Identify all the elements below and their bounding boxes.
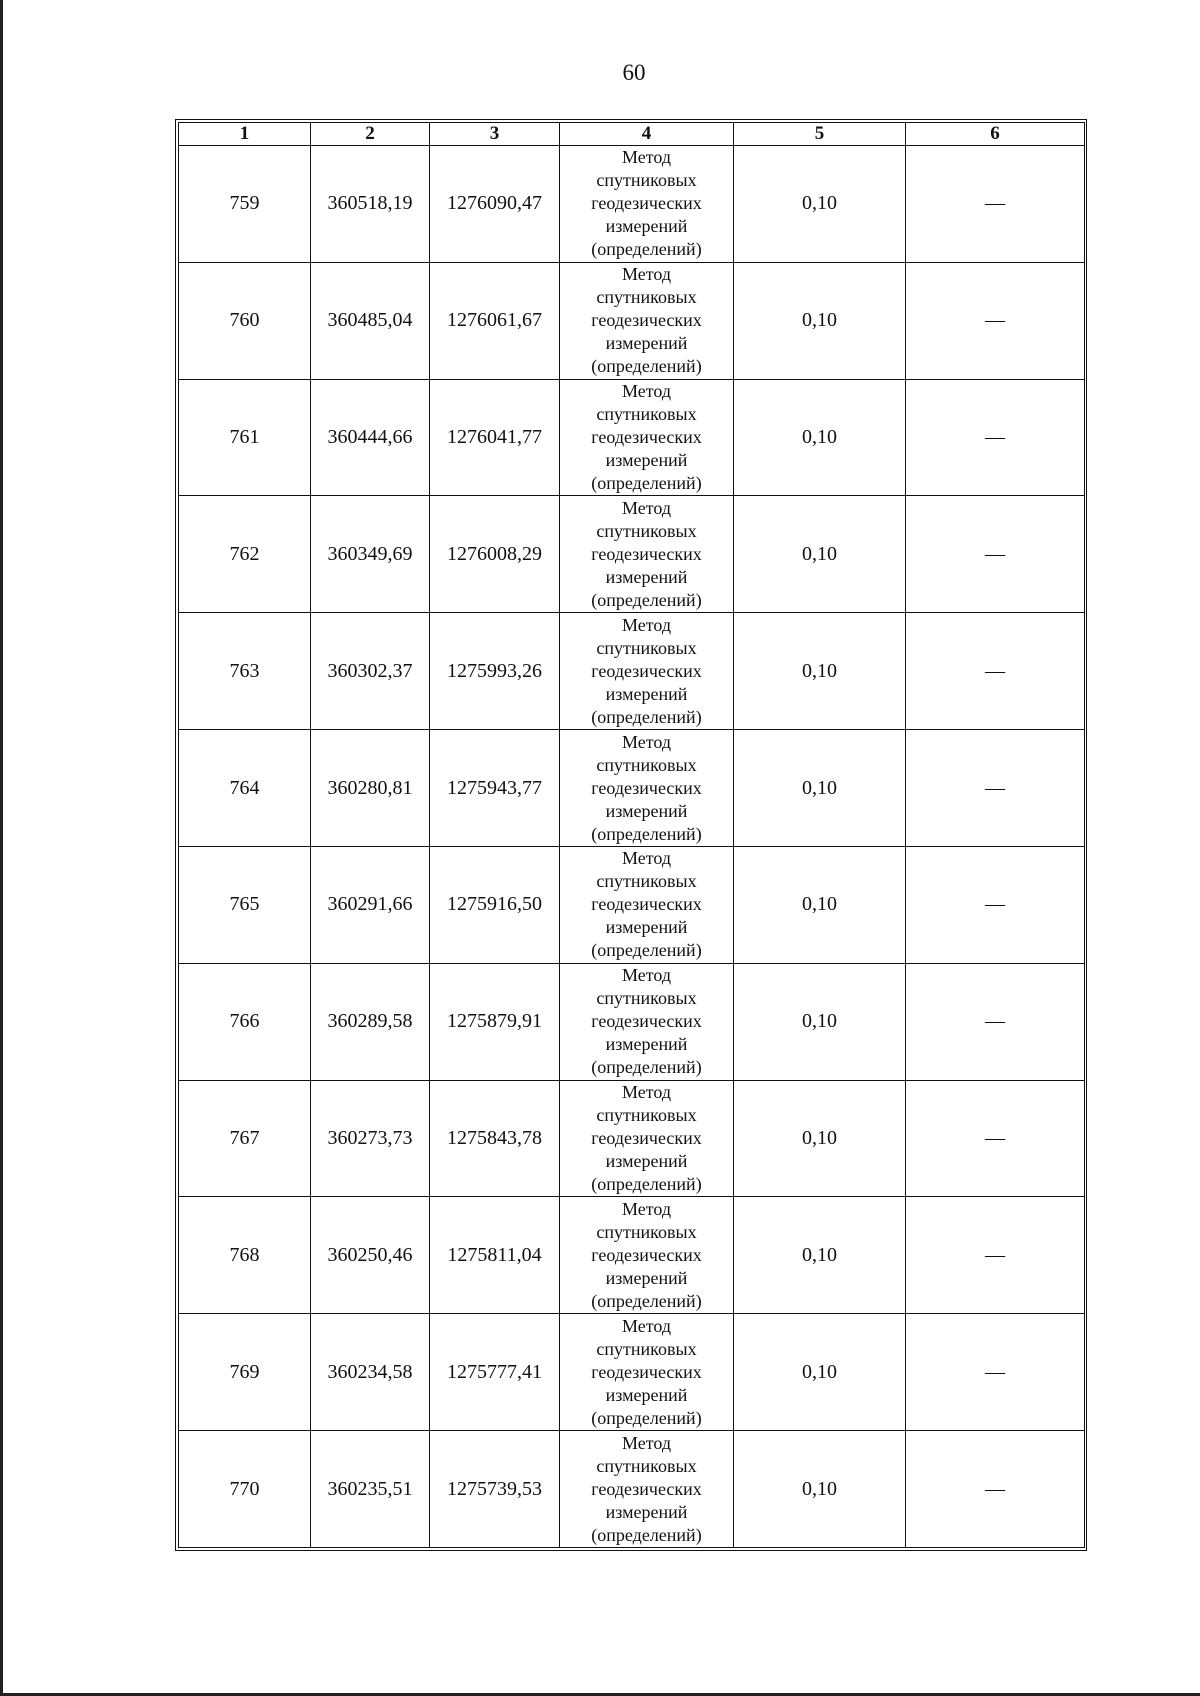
note-cell bbox=[906, 496, 1085, 613]
table-row bbox=[179, 846, 1085, 963]
point-number-cell: 765 bbox=[179, 846, 311, 963]
method-text: Метод спутниковых геодезических измерений (определений) bbox=[591, 1432, 702, 1545]
dash-text: — bbox=[985, 1477, 1005, 1500]
table-row bbox=[179, 730, 1085, 847]
note-cell bbox=[906, 1314, 1085, 1431]
accuracy-cell: 0,10 bbox=[734, 1080, 906, 1197]
method-text: Метод спутниковых геодезических измерений (определений) bbox=[591, 147, 702, 260]
method-cell bbox=[560, 613, 734, 730]
y-coordinate-cell: 1275916,50 bbox=[430, 846, 560, 963]
method-cell bbox=[560, 379, 734, 496]
y-coordinate-cell: 1275843,78 bbox=[430, 1080, 560, 1197]
method-text: Метод спутниковых геодезических измерений (определений) bbox=[591, 264, 702, 377]
accuracy-cell: 0,10 bbox=[734, 1314, 906, 1431]
page-number: 60 bbox=[622, 60, 646, 85]
note-cell bbox=[906, 1197, 1085, 1314]
table-row bbox=[179, 1197, 1085, 1314]
method-cell bbox=[560, 1431, 734, 1548]
accuracy-cell: 0,10 bbox=[734, 846, 906, 963]
accuracy-cell: 0,10 bbox=[734, 379, 906, 496]
method-text: Метод спутниковых геодезических измерений (определений) bbox=[591, 614, 702, 727]
y-coordinate-cell: 1275777,41 bbox=[430, 1314, 560, 1431]
header-cell: 5 bbox=[734, 123, 906, 146]
x-coordinate-cell: 360273,73 bbox=[311, 1080, 430, 1197]
header-row bbox=[179, 123, 1085, 146]
point-number-cell: 764 bbox=[179, 730, 311, 847]
accuracy-cell: 0,10 bbox=[734, 963, 906, 1080]
dash-text: — bbox=[985, 776, 1005, 799]
dash-text: — bbox=[985, 309, 1005, 332]
accuracy-cell: 0,10 bbox=[734, 613, 906, 730]
x-coordinate-cell: 360291,66 bbox=[311, 846, 430, 963]
accuracy-cell: 0,10 bbox=[734, 1431, 906, 1548]
method-cell bbox=[560, 963, 734, 1080]
dash-text: — bbox=[985, 1360, 1005, 1383]
note-cell bbox=[906, 963, 1085, 1080]
y-coordinate-cell: 1276061,67 bbox=[430, 262, 560, 379]
method-text: Метод спутниковых геодезических измерений (определений) bbox=[591, 1082, 702, 1195]
x-coordinate-cell: 360485,04 bbox=[311, 262, 430, 379]
accuracy-cell: 0,10 bbox=[734, 146, 906, 263]
x-coordinate-cell: 360349,69 bbox=[311, 496, 430, 613]
table-row bbox=[179, 496, 1085, 613]
method-text: Метод спутниковых геодезических измерений (определений) bbox=[591, 497, 702, 610]
method-text: Метод спутниковых геодезических измерений (определений) bbox=[591, 731, 702, 844]
table-row bbox=[179, 613, 1085, 730]
x-coordinate-cell: 360302,37 bbox=[311, 613, 430, 730]
point-number-cell: 770 bbox=[179, 1431, 311, 1548]
table-row bbox=[179, 963, 1085, 1080]
x-coordinate-cell: 360234,58 bbox=[311, 1314, 430, 1431]
x-coordinate-cell: 360250,46 bbox=[311, 1197, 430, 1314]
accuracy-cell: 0,10 bbox=[734, 262, 906, 379]
table-row bbox=[179, 1431, 1085, 1548]
y-coordinate-cell: 1276090,47 bbox=[430, 146, 560, 263]
method-text: Метод спутниковых геодезических измерений (определений) bbox=[591, 848, 702, 961]
dash-text: — bbox=[985, 1127, 1005, 1150]
point-number-cell: 762 bbox=[179, 496, 311, 613]
method-cell bbox=[560, 146, 734, 263]
method-text: Метод спутниковых геодезических измерений (определений) bbox=[591, 1315, 702, 1428]
note-cell bbox=[906, 846, 1085, 963]
coordinates-table bbox=[178, 122, 1085, 1548]
y-coordinate-cell: 1275993,26 bbox=[430, 613, 560, 730]
accuracy-cell: 0,10 bbox=[734, 730, 906, 847]
note-cell bbox=[906, 379, 1085, 496]
method-cell bbox=[560, 496, 734, 613]
point-number-cell: 766 bbox=[179, 963, 311, 1080]
header-cell: 6 bbox=[906, 123, 1085, 146]
note-cell bbox=[906, 146, 1085, 263]
y-coordinate-cell: 1276041,77 bbox=[430, 379, 560, 496]
y-coordinate-cell: 1275879,91 bbox=[430, 963, 560, 1080]
method-cell bbox=[560, 262, 734, 379]
method-cell bbox=[560, 1197, 734, 1314]
table-row bbox=[179, 262, 1085, 379]
header-cell: 4 bbox=[560, 123, 734, 146]
note-cell bbox=[906, 730, 1085, 847]
point-number-cell: 759 bbox=[179, 146, 311, 263]
x-coordinate-cell: 360518,19 bbox=[311, 146, 430, 263]
accuracy-cell: 0,10 bbox=[734, 1197, 906, 1314]
method-text: Метод спутниковых геодезических измерений (определений) bbox=[591, 1198, 702, 1311]
header-cell: 2 bbox=[311, 123, 430, 146]
note-cell bbox=[906, 1080, 1085, 1197]
method-text: Метод спутниковых геодезических измерений (определений) bbox=[591, 381, 702, 494]
method-cell bbox=[560, 1080, 734, 1197]
method-text: Метод спутниковых геодезических измерений (определений) bbox=[591, 965, 702, 1078]
table-row bbox=[179, 146, 1085, 263]
y-coordinate-cell: 1275739,53 bbox=[430, 1431, 560, 1548]
method-cell bbox=[560, 1314, 734, 1431]
x-coordinate-cell: 360280,81 bbox=[311, 730, 430, 847]
accuracy-cell: 0,10 bbox=[734, 496, 906, 613]
x-coordinate-cell: 360235,51 bbox=[311, 1431, 430, 1548]
point-number-cell: 768 bbox=[179, 1197, 311, 1314]
method-cell bbox=[560, 846, 734, 963]
point-number-cell: 767 bbox=[179, 1080, 311, 1197]
dash-text: — bbox=[985, 426, 1005, 449]
point-number-cell: 760 bbox=[179, 262, 311, 379]
table-frame bbox=[175, 119, 1087, 1551]
note-cell bbox=[906, 613, 1085, 730]
y-coordinate-cell: 1275943,77 bbox=[430, 730, 560, 847]
note-cell bbox=[906, 262, 1085, 379]
y-coordinate-cell: 1275811,04 bbox=[430, 1197, 560, 1314]
x-coordinate-cell: 360289,58 bbox=[311, 963, 430, 1080]
dash-text: — bbox=[985, 542, 1005, 565]
dash-text: — bbox=[985, 192, 1005, 215]
scan-edge-left bbox=[0, 0, 3, 1696]
dash-text: — bbox=[985, 659, 1005, 682]
point-number-cell: 763 bbox=[179, 613, 311, 730]
table-row bbox=[179, 1080, 1085, 1197]
table-row bbox=[179, 1314, 1085, 1431]
x-coordinate-cell: 360444,66 bbox=[311, 379, 430, 496]
method-cell bbox=[560, 730, 734, 847]
point-number-cell: 769 bbox=[179, 1314, 311, 1431]
dash-text: — bbox=[985, 893, 1005, 916]
dash-text: — bbox=[985, 1243, 1005, 1266]
point-number-cell: 761 bbox=[179, 379, 311, 496]
table-row bbox=[179, 379, 1085, 496]
y-coordinate-cell: 1276008,29 bbox=[430, 496, 560, 613]
header-cell: 1 bbox=[179, 123, 311, 146]
dash-text: — bbox=[985, 1010, 1005, 1033]
note-cell bbox=[906, 1431, 1085, 1548]
header-cell: 3 bbox=[430, 123, 560, 146]
